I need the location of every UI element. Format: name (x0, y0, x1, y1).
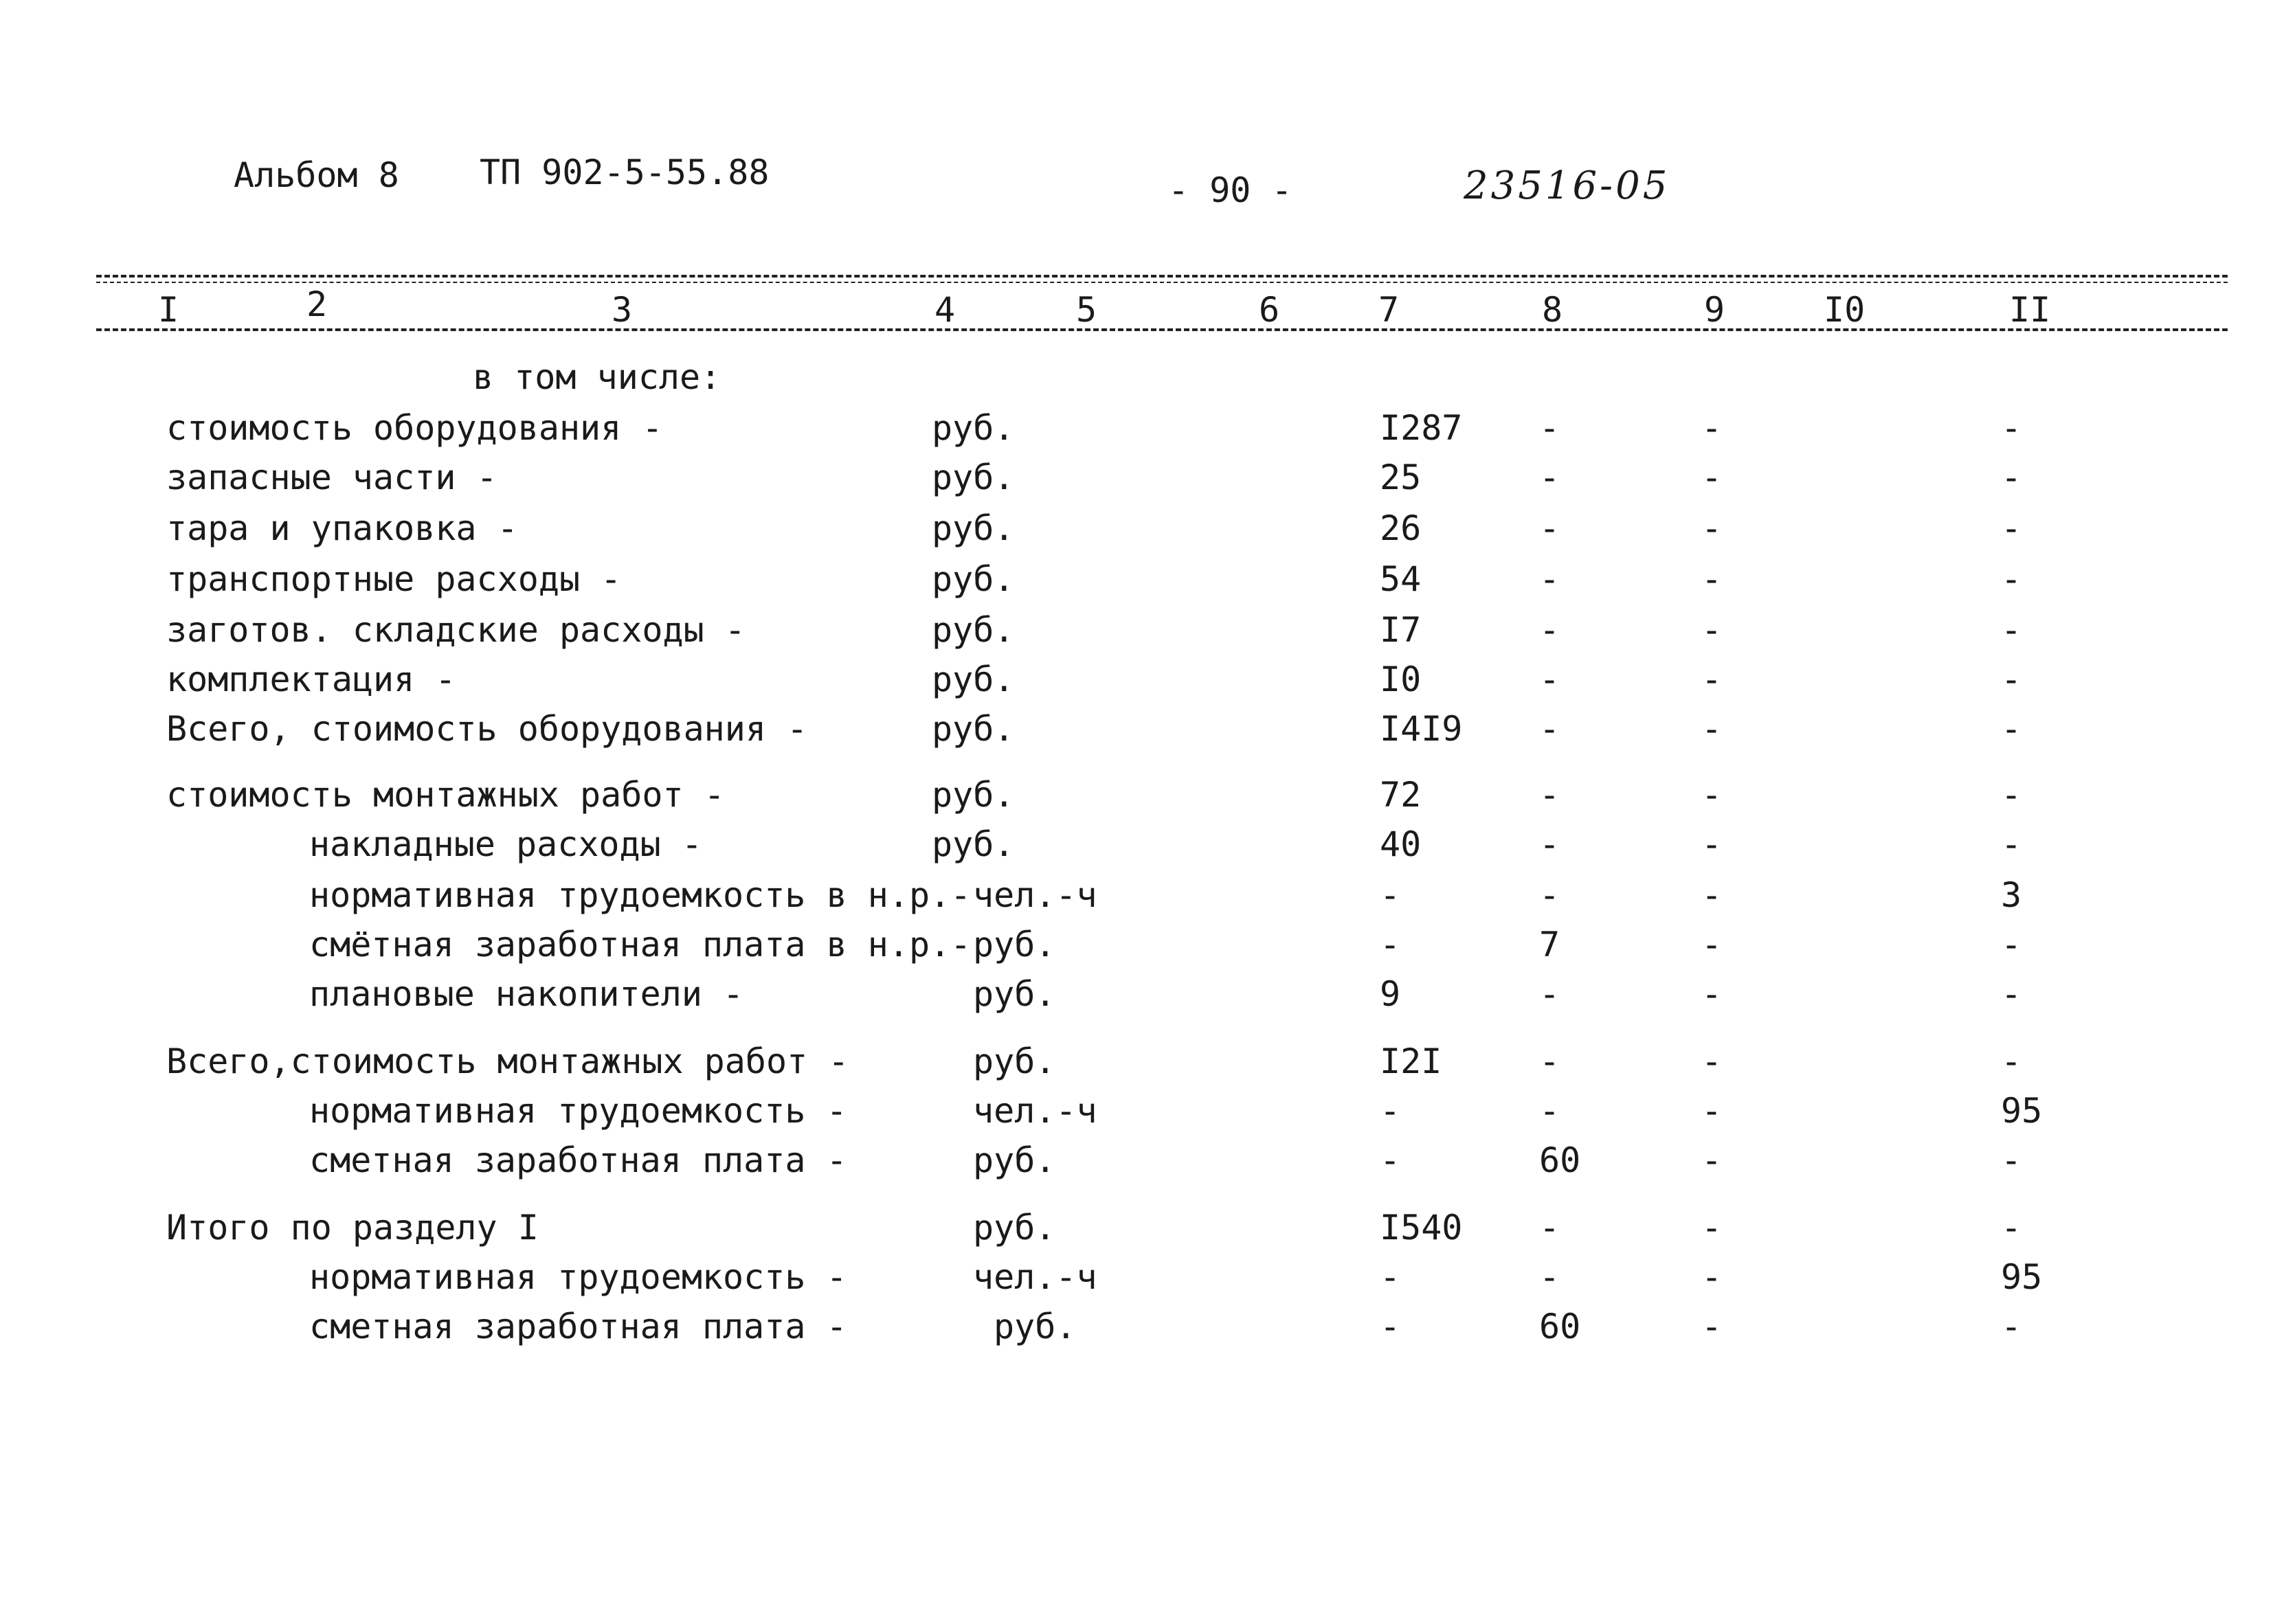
row-label: Итого по разделу I (166, 1208, 539, 1248)
row-col9: - (1701, 1140, 1723, 1180)
row-label: заготов. складские расходы - (166, 610, 746, 650)
row-col11: - (2001, 458, 2022, 497)
row-col7: 72 (1380, 775, 1422, 815)
row-col7: 40 (1380, 824, 1422, 864)
row-col7: 25 (1380, 458, 1422, 497)
row-label: сметная заработная плата - (309, 1307, 847, 1346)
handwritten-number: 23516-05 (1464, 163, 1670, 208)
row-col8: - (1539, 659, 1560, 699)
row-col9: - (1701, 1257, 1723, 1297)
row-col8: - (1539, 559, 1560, 599)
row-col8: - (1539, 775, 1560, 815)
row-unit: руб. (973, 1140, 1056, 1180)
row-unit: руб. (932, 559, 1015, 599)
row-col9: - (1701, 875, 1723, 915)
row-label: транспортные расходы - (166, 559, 622, 599)
row-col11: - (2001, 824, 2022, 864)
row-col8: - (1539, 408, 1560, 448)
row-col11: - (2001, 925, 2022, 965)
column-number-6: 6 (1259, 290, 1280, 330)
row-col9: - (1701, 559, 1723, 599)
row-col11: - (2001, 1307, 2022, 1346)
row-unit: руб. (973, 925, 1056, 965)
column-number-11: II (2009, 290, 2051, 330)
column-number-5: 5 (1076, 290, 1097, 330)
row-col11: - (2001, 610, 2022, 650)
row-unit: руб. (932, 508, 1015, 548)
row-col7: I287 (1380, 408, 1463, 448)
subheading: в том числе: (473, 357, 721, 397)
table-header-bottom-rule (96, 328, 2228, 331)
row-label: накладные расходы - (309, 824, 702, 864)
row-col11: - (2001, 1208, 2022, 1248)
row-unit: руб. (932, 610, 1015, 650)
table-top-rule (96, 275, 2228, 278)
row-col9: - (1701, 458, 1723, 497)
column-number-9: 9 (1704, 290, 1725, 330)
row-unit: чел.-ч (973, 1091, 1097, 1131)
row-col8: - (1539, 824, 1560, 864)
column-number-1: I (158, 290, 179, 330)
row-label: нормативная трудоемкость - (309, 1091, 847, 1131)
row-label: запасные части - (166, 458, 497, 497)
row-label: сметная заработная плата - (309, 1140, 847, 1180)
row-col11: 3 (2001, 875, 2022, 915)
row-col9: - (1701, 610, 1723, 650)
row-label: Всего,стоимость монтажных работ - (166, 1041, 849, 1081)
row-label: стоимость монтажных работ - (166, 775, 725, 815)
column-number-8: 8 (1542, 290, 1563, 330)
row-col11: - (2001, 408, 2022, 448)
row-label: стоимость оборудования - (166, 408, 663, 448)
row-unit: руб. (973, 1041, 1056, 1081)
row-col11: - (2001, 659, 2022, 699)
row-col11: - (2001, 709, 2022, 749)
row-col8: - (1539, 709, 1560, 749)
row-unit: руб. (932, 659, 1015, 699)
row-col7: I540 (1380, 1208, 1463, 1248)
column-number-7: 7 (1378, 290, 1400, 330)
row-unit: руб. (932, 824, 1015, 864)
row-col9: - (1701, 1041, 1723, 1081)
row-col8: - (1539, 1208, 1560, 1248)
row-label: комплектация - (166, 659, 456, 699)
row-unit: руб. (932, 408, 1015, 448)
row-col7: I4I9 (1380, 709, 1463, 749)
row-col11: - (2001, 1041, 2022, 1081)
row-col9: - (1701, 508, 1723, 548)
row-col8: 60 (1539, 1307, 1581, 1346)
column-number-4: 4 (934, 290, 956, 330)
row-unit: руб. (932, 775, 1015, 815)
album-label: Альбом 8 (234, 155, 399, 195)
row-col7: I2I (1380, 1041, 1442, 1081)
row-unit: руб. (932, 709, 1015, 749)
row-col7: 9 (1380, 974, 1401, 1014)
row-col9: - (1701, 775, 1723, 815)
row-col11: - (2001, 508, 2022, 548)
row-unit: руб. (994, 1307, 1077, 1346)
row-col8: - (1539, 875, 1560, 915)
row-col7: - (1380, 1091, 1401, 1131)
row-unit: руб. (973, 974, 1056, 1014)
row-col8: - (1539, 610, 1560, 650)
row-col9: - (1701, 1091, 1723, 1131)
row-col8: 7 (1539, 925, 1560, 965)
row-col9: - (1701, 709, 1723, 749)
row-col11: - (2001, 1140, 2022, 1180)
row-col11: 95 (2001, 1091, 2043, 1131)
row-col9: - (1701, 659, 1723, 699)
table-top-rule-secondary (96, 282, 2228, 283)
row-col11: - (2001, 559, 2022, 599)
row-label: Всего, стоимость оборудования - (166, 709, 808, 749)
row-col8: - (1539, 1091, 1560, 1131)
row-col7: - (1380, 1307, 1401, 1346)
row-label: смётная заработная плата в н.р.- (309, 925, 972, 965)
document-code: ТП 902-5-55.88 (480, 153, 770, 192)
row-col8: - (1539, 974, 1560, 1014)
row-col9: - (1701, 925, 1723, 965)
row-col9: - (1701, 408, 1723, 448)
column-number-2: 2 (306, 284, 328, 324)
row-col9: - (1701, 824, 1723, 864)
row-col8: - (1539, 1257, 1560, 1297)
row-col11: - (2001, 775, 2022, 815)
row-col8: - (1539, 458, 1560, 497)
row-unit: чел.-ч (973, 875, 1097, 915)
row-col7: 54 (1380, 559, 1422, 599)
row-unit: чел.-ч (973, 1257, 1097, 1297)
row-col9: - (1701, 1307, 1723, 1346)
row-col8: 60 (1539, 1140, 1581, 1180)
row-col11: 95 (2001, 1257, 2043, 1297)
row-label: плановые накопители - (309, 974, 744, 1014)
row-col11: - (2001, 974, 2022, 1014)
row-col9: - (1701, 1208, 1723, 1248)
row-label: нормативная трудоемкость - (309, 1257, 847, 1297)
row-unit: руб. (932, 458, 1015, 497)
row-col9: - (1701, 974, 1723, 1014)
row-label: тара и упаковка - (166, 508, 518, 548)
column-number-3: 3 (612, 290, 633, 330)
row-label: нормативная трудоемкость в н.р.- (309, 875, 972, 915)
page-number: - 90 - (1168, 170, 1292, 210)
row-col8: - (1539, 1041, 1560, 1081)
row-col7: - (1380, 925, 1401, 965)
row-col7: - (1380, 1140, 1401, 1180)
row-col8: - (1539, 508, 1560, 548)
row-col7: - (1380, 1257, 1401, 1297)
row-col7: 26 (1380, 508, 1422, 548)
row-col7: - (1380, 875, 1401, 915)
column-number-10: I0 (1824, 290, 1866, 330)
row-col7: I7 (1380, 610, 1422, 650)
row-col7: I0 (1380, 659, 1422, 699)
row-unit: руб. (973, 1208, 1056, 1248)
